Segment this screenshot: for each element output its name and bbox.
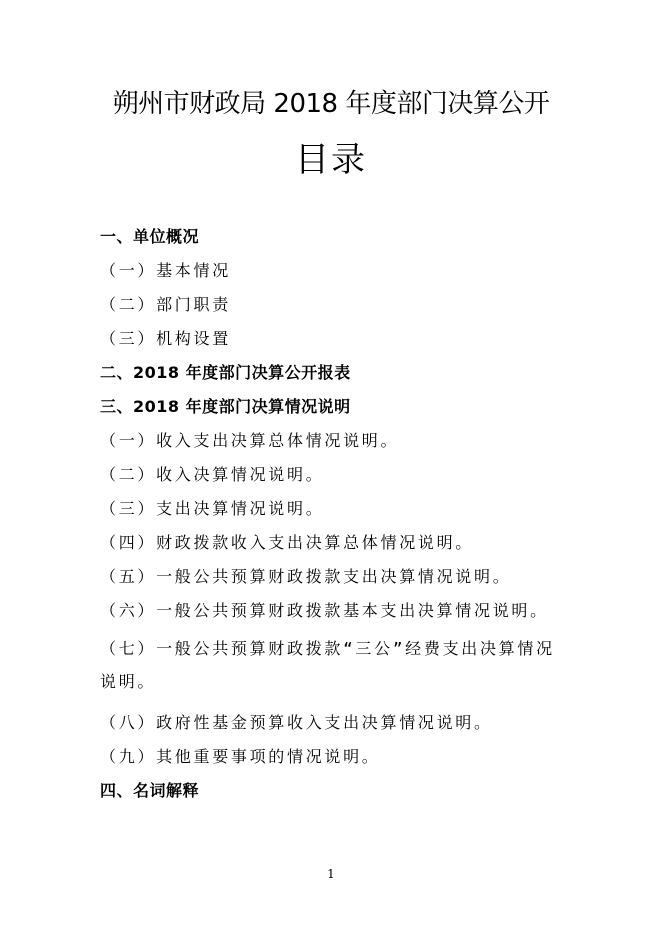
toc-item-1-2: （二）部门职责: [100, 295, 231, 314]
toc-item-3-2: （二）收入决算情况说明。: [100, 465, 325, 484]
toc-item-1-3: （三）机构设置: [100, 329, 231, 348]
toc-item-3-4: （四）财政拨款收入支出决算总体情况说明。: [100, 533, 475, 552]
toc-item-3-9: （九）其他重要事项的情况说明。: [100, 747, 381, 766]
toc-section-4: 四、名词解释: [100, 781, 200, 800]
toc-item-3-1: （一）收入支出决算总体情况说明。: [100, 431, 400, 450]
document-title: 朔州市财政局 2018 年度部门决算公开: [112, 89, 550, 119]
toc-item-3-6: （六）一般公共预算财政拨款基本支出决算情况说明。: [100, 601, 549, 620]
toc-section-3: 三、2018 年度部门决算情况说明: [100, 397, 351, 416]
toc-section-1: 一、单位概况: [100, 227, 200, 246]
toc-heading: 目录: [295, 140, 367, 180]
toc-item-3-7: （七）一般公共预算财政拨款“三公”经费支出决算情况说明。: [100, 639, 555, 691]
toc-item-3-8: （八）政府性基金预算收入支出决算情况说明。: [100, 713, 493, 732]
toc-item-1-1: （一）基本情况: [100, 261, 231, 280]
toc-section-2: 二、2018 年度部门决算公开报表: [100, 363, 351, 382]
toc-item-3-3: （三）支出决算情况说明。: [100, 499, 325, 518]
toc-item-3-5: （五）一般公共预算财政拨款支出决算情况说明。: [100, 567, 512, 586]
page-number: 1: [327, 867, 335, 881]
